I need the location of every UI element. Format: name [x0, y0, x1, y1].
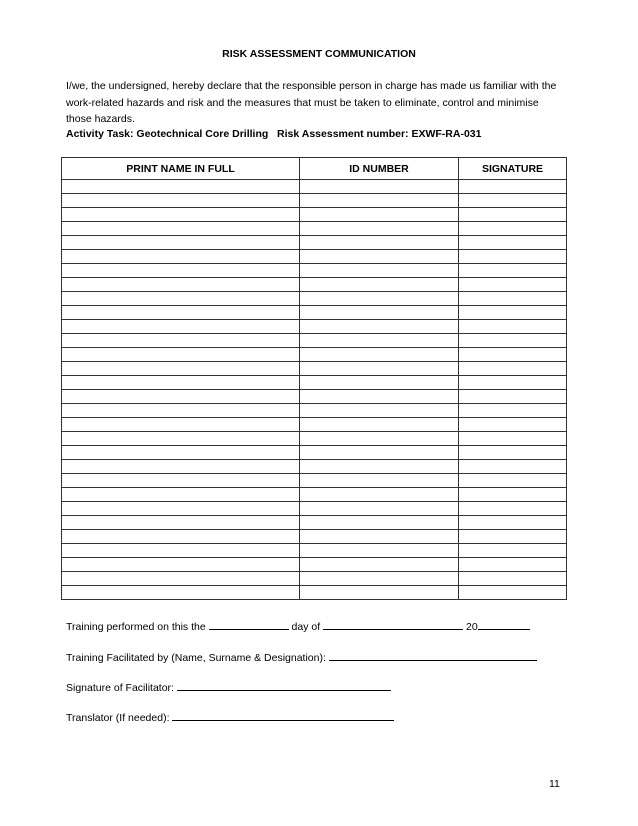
training-performed-line	[66, 619, 530, 633]
id-number-cell[interactable]	[300, 586, 459, 600]
facilitator-signature-blank[interactable]	[177, 680, 391, 691]
id-number-cell[interactable]	[300, 530, 459, 544]
table-row	[62, 264, 567, 278]
name-cell[interactable]	[62, 278, 300, 292]
training-year-blank[interactable]	[478, 619, 530, 630]
id-number-cell[interactable]	[300, 502, 459, 516]
signature-cell[interactable]	[459, 390, 567, 404]
id-number-cell[interactable]	[300, 418, 459, 432]
id-number-cell[interactable]	[300, 516, 459, 530]
training-day-blank[interactable]	[209, 619, 289, 630]
table-row	[62, 530, 567, 544]
id-number-cell[interactable]	[300, 180, 459, 194]
signature-cell[interactable]	[459, 334, 567, 348]
name-cell[interactable]	[62, 572, 300, 586]
signature-cell[interactable]	[459, 180, 567, 194]
table-row	[62, 516, 567, 530]
name-cell[interactable]	[62, 586, 300, 600]
name-cell[interactable]	[62, 446, 300, 460]
table-row	[62, 362, 567, 376]
training-performed-label: Training performed on this the	[66, 621, 206, 633]
id-number-cell[interactable]	[300, 320, 459, 334]
signature-cell[interactable]	[459, 236, 567, 250]
signature-cell[interactable]	[459, 474, 567, 488]
table-row	[62, 418, 567, 432]
table-row	[62, 390, 567, 404]
name-cell[interactable]	[62, 348, 300, 362]
table-row	[62, 250, 567, 264]
name-cell[interactable]	[62, 376, 300, 390]
signature-cell[interactable]	[459, 320, 567, 334]
signature-cell[interactable]	[459, 488, 567, 502]
name-cell[interactable]	[62, 292, 300, 306]
name-cell[interactable]	[62, 250, 300, 264]
name-cell[interactable]	[62, 390, 300, 404]
name-cell[interactable]	[62, 362, 300, 376]
signature-cell[interactable]	[459, 306, 567, 320]
name-cell[interactable]	[62, 222, 300, 236]
table-row	[62, 222, 567, 236]
id-number-cell[interactable]	[300, 474, 459, 488]
header-signature: SIGNATURE	[459, 158, 567, 180]
id-number-cell[interactable]	[300, 432, 459, 446]
signature-cell[interactable]	[459, 558, 567, 572]
signature-cell[interactable]	[459, 292, 567, 306]
name-cell[interactable]	[62, 306, 300, 320]
id-number-cell[interactable]	[300, 362, 459, 376]
table-row	[62, 376, 567, 390]
table-row	[62, 334, 567, 348]
facilitated-by-line	[66, 650, 537, 664]
signature-cell[interactable]	[459, 208, 567, 222]
name-cell[interactable]	[62, 558, 300, 572]
name-cell[interactable]	[62, 474, 300, 488]
name-cell[interactable]	[62, 516, 300, 530]
table-row	[62, 572, 567, 586]
name-cell[interactable]	[62, 544, 300, 558]
id-number-cell[interactable]	[300, 348, 459, 362]
facilitated-by-blank[interactable]	[329, 650, 537, 661]
risk-assessment-number: Risk Assessment number: EXWF-RA-031	[277, 128, 482, 140]
table-row	[62, 460, 567, 474]
signature-cell[interactable]	[459, 572, 567, 586]
signature-cell[interactable]	[459, 418, 567, 432]
signature-cell[interactable]	[459, 404, 567, 418]
signature-cell[interactable]	[459, 348, 567, 362]
signature-cell[interactable]	[459, 194, 567, 208]
id-number-cell[interactable]	[300, 376, 459, 390]
id-number-cell[interactable]	[300, 558, 459, 572]
signature-cell[interactable]	[459, 250, 567, 264]
name-cell[interactable]	[62, 264, 300, 278]
table-header-row	[62, 158, 567, 180]
table-row	[62, 502, 567, 516]
id-number-cell[interactable]	[300, 208, 459, 222]
training-month-blank[interactable]	[323, 619, 463, 630]
translator-blank[interactable]	[172, 710, 394, 721]
id-number-cell[interactable]	[300, 488, 459, 502]
signature-cell[interactable]	[459, 362, 567, 376]
table-row	[62, 348, 567, 362]
signature-cell[interactable]	[459, 460, 567, 474]
id-number-cell[interactable]	[300, 264, 459, 278]
table-row	[62, 432, 567, 446]
id-number-cell[interactable]	[300, 334, 459, 348]
signature-cell[interactable]	[459, 376, 567, 390]
training-year-label: 20	[465, 621, 478, 633]
table-row	[62, 236, 567, 250]
table-row	[62, 194, 567, 208]
signature-cell[interactable]	[459, 432, 567, 446]
name-cell[interactable]	[62, 404, 300, 418]
name-cell[interactable]	[62, 418, 300, 432]
training-day-of-label: day of	[291, 621, 321, 633]
signature-cell[interactable]	[459, 502, 567, 516]
table-row	[62, 320, 567, 334]
id-number-cell[interactable]	[300, 236, 459, 250]
name-cell[interactable]	[62, 334, 300, 348]
name-cell[interactable]	[62, 320, 300, 334]
header-id-number: ID NUMBER	[300, 158, 459, 180]
activity-task: Activity Task: Geotechnical Core Drilling	[66, 128, 269, 140]
signature-cell[interactable]	[459, 222, 567, 236]
id-number-cell[interactable]	[300, 306, 459, 320]
table-row	[62, 292, 567, 306]
table-row	[62, 180, 567, 194]
id-number-cell[interactable]	[300, 194, 459, 208]
signature-cell[interactable]	[459, 446, 567, 460]
table-row	[62, 474, 567, 488]
table-row	[62, 278, 567, 292]
attendance-table	[61, 157, 567, 600]
page-number: 11	[549, 778, 560, 790]
name-cell[interactable]	[62, 180, 300, 194]
table-row	[62, 544, 567, 558]
table-row	[62, 488, 567, 502]
facilitator-signature-line	[66, 680, 391, 694]
name-cell[interactable]	[62, 502, 300, 516]
translator-line	[66, 710, 394, 724]
table-body	[62, 180, 567, 600]
id-number-cell[interactable]	[300, 278, 459, 292]
name-cell[interactable]	[62, 432, 300, 446]
table-row	[62, 558, 567, 572]
id-number-cell[interactable]	[300, 446, 459, 460]
signature-cell[interactable]	[459, 264, 567, 278]
name-cell[interactable]	[62, 460, 300, 474]
id-number-cell[interactable]	[300, 460, 459, 474]
id-number-cell[interactable]	[300, 250, 459, 264]
name-cell[interactable]	[62, 236, 300, 250]
id-number-cell[interactable]	[300, 544, 459, 558]
declaration-paragraph: I/we, the undersigned, hereby declare that the responsible person in charge has made us familiar with the work-related hazards and risk and the measures that must be taken to eliminate, control and minimise those hazards.	[66, 80, 557, 125]
document-title: RISK ASSESSMENT COMMUNICATION	[222, 48, 416, 60]
signature-cell[interactable]	[459, 530, 567, 544]
facilitator-signature-label: Signature of Facilitator:	[66, 682, 174, 694]
name-cell[interactable]	[62, 194, 300, 208]
signature-cell[interactable]	[459, 586, 567, 600]
id-number-cell[interactable]	[300, 222, 459, 236]
signature-cell[interactable]	[459, 278, 567, 292]
name-cell[interactable]	[62, 208, 300, 222]
translator-label: Translator (If needed):	[66, 712, 170, 724]
id-number-cell[interactable]	[300, 404, 459, 418]
name-cell[interactable]	[62, 530, 300, 544]
id-number-cell[interactable]	[300, 572, 459, 586]
activity-line	[66, 128, 481, 140]
table-row	[62, 306, 567, 320]
header-print-name: PRINT NAME IN FULL	[62, 158, 300, 180]
signature-cell[interactable]	[459, 544, 567, 558]
id-number-cell[interactable]	[300, 292, 459, 306]
table-row	[62, 404, 567, 418]
facilitated-by-label: Training Facilitated by (Name, Surname & Designation):	[66, 652, 326, 664]
name-cell[interactable]	[62, 488, 300, 502]
id-number-cell[interactable]	[300, 390, 459, 404]
table-row	[62, 446, 567, 460]
table-row	[62, 586, 567, 600]
signature-cell[interactable]	[459, 516, 567, 530]
table-row	[62, 208, 567, 222]
